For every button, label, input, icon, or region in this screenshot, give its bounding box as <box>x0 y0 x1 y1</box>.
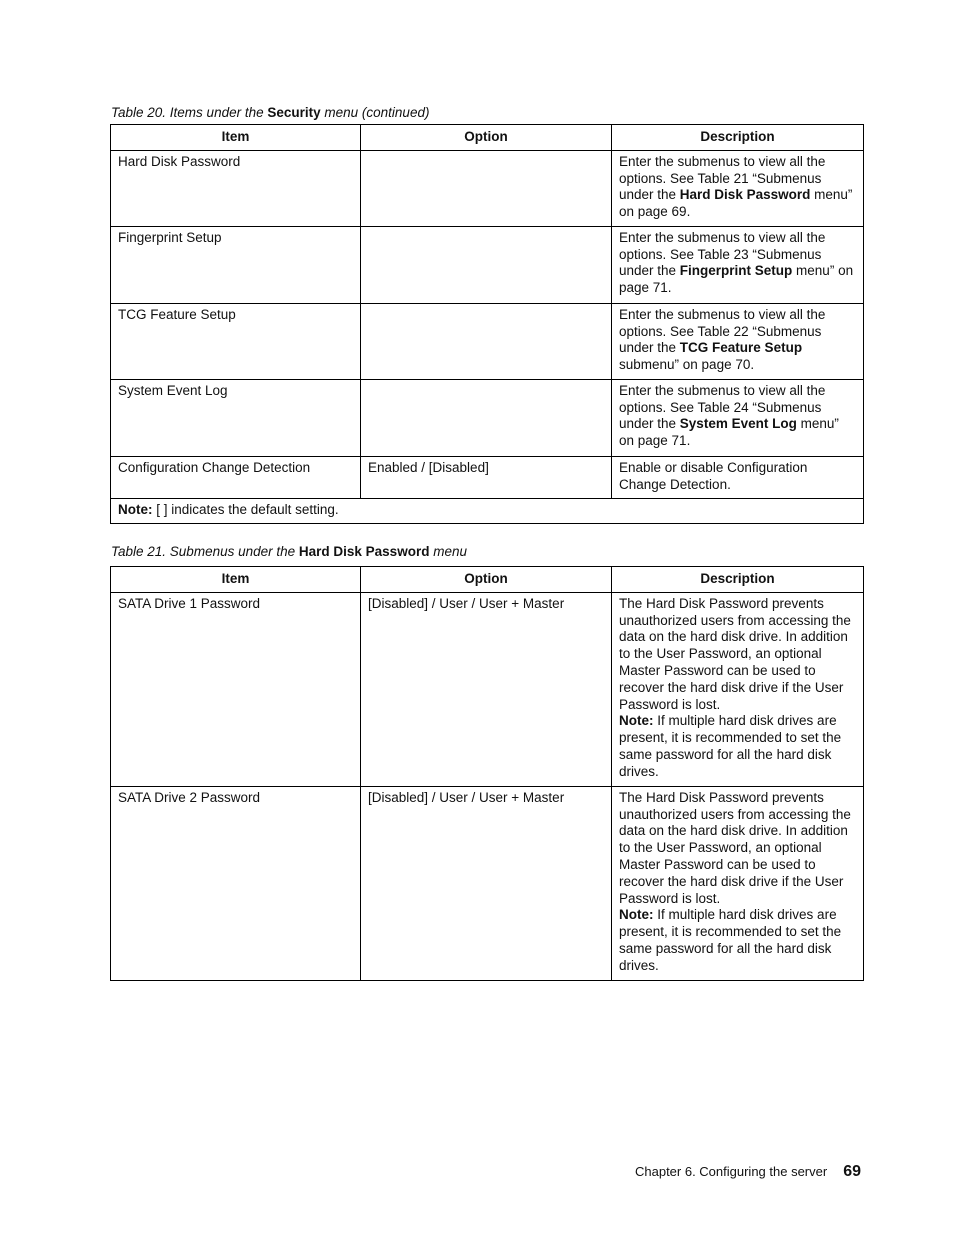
table-note <box>111 498 864 523</box>
column-header-item: Item <box>111 125 361 151</box>
table-row <box>111 303 864 379</box>
description-cell <box>612 786 864 980</box>
option-cell <box>361 150 612 226</box>
item-cell: Fingerprint Setup <box>111 226 361 303</box>
table-row <box>111 592 864 786</box>
page-number: 69 <box>843 1163 861 1180</box>
page-footer <box>635 1163 861 1181</box>
column-header-description: Description <box>612 125 864 151</box>
item-cell: Hard Disk Password <box>111 150 361 226</box>
menu-name: TCG Feature Setup <box>679 340 803 356</box>
description-text: menu” on page 71. <box>619 263 854 296</box>
item-cell: Configuration Change Detection <box>111 456 361 498</box>
description-cell <box>612 379 864 456</box>
table-row <box>111 226 864 303</box>
option-cell: Enabled / [Disabled] <box>361 456 612 498</box>
description-text: The Hard Disk Password prevents unauthorized users from accessing the data on the hard disk drive. In addition to the User Password, an optional Master Password can be used to recover the hard disk drive if the User Password is lost. <box>619 595 851 712</box>
description-text: Enter the submenus to view all the options. See Table 24 “Submenus under the <box>619 382 826 432</box>
option-cell <box>361 303 612 379</box>
description-text: menu” on page 69. <box>619 187 853 220</box>
description-cell <box>612 303 864 379</box>
description-cell <box>612 150 864 226</box>
column-header-description: Description <box>612 567 864 593</box>
item-cell: TCG Feature Setup <box>111 303 361 379</box>
table-21-hard-disk-password <box>110 566 864 981</box>
item-cell: SATA Drive 1 Password <box>111 592 361 786</box>
option-cell: [Disabled] / User / User + Master <box>361 786 612 980</box>
table-20-caption <box>111 105 429 121</box>
note-label: Note: <box>619 907 654 923</box>
description-text: Enter the submenus to view all the options. See Table 23 “Submenus under the <box>619 229 826 279</box>
caption-bold: Hard Disk Password <box>298 544 430 559</box>
caption-suffix: menu <box>429 544 467 559</box>
description-text: Enter the submenus to view all the options. See Table 22 “Submenus under the <box>619 306 826 356</box>
note-text: [ ] indicates the default setting. <box>152 501 339 517</box>
option-cell: [Disabled] / User / User + Master <box>361 592 612 786</box>
caption-suffix: menu (continued) <box>320 105 430 120</box>
table-row <box>111 150 864 226</box>
menu-name: System Event Log <box>679 416 797 432</box>
menu-name: Hard Disk Password <box>679 187 811 203</box>
column-header-option: Option <box>361 567 612 593</box>
table-20-security-menu <box>110 124 864 524</box>
menu-name: Fingerprint Setup <box>679 263 793 279</box>
option-cell <box>361 379 612 456</box>
description-text: menu” on page 71. <box>619 416 839 449</box>
table-row <box>111 786 864 980</box>
table-header-row <box>111 125 864 151</box>
table-row <box>111 456 864 498</box>
description-cell <box>612 592 864 786</box>
description-text: submenu” on page 70. <box>619 357 755 373</box>
chapter-title: Chapter 6. Configuring the server <box>634 1164 828 1179</box>
description-text: Enter the submenus to view all the options. See Table 21 “Submenus under the <box>619 153 826 203</box>
description-text: The Hard Disk Password prevents unauthorized users from accessing the data on the hard disk drive. In addition to the User Password, an optional Master Password can be used to recover the hard disk drive if the User Password is lost. <box>619 789 851 906</box>
note-label: Note: <box>619 713 654 729</box>
description-cell <box>612 226 864 303</box>
note-text: If multiple hard disk drives are present, it is recommended to set the same password for all the hard disk drives. <box>619 713 842 779</box>
item-cell: System Event Log <box>111 379 361 456</box>
note-label: Note: <box>118 501 153 517</box>
note-text: If multiple hard disk drives are present, it is recommended to set the same password for all the hard disk drives. <box>619 907 842 973</box>
item-cell: SATA Drive 2 Password <box>111 786 361 980</box>
column-header-option: Option <box>361 125 612 151</box>
caption-prefix: Table 20. Items under the <box>111 105 268 120</box>
column-header-item: Item <box>111 567 361 593</box>
caption-bold: Security <box>267 105 321 120</box>
caption-prefix: Table 21. Submenus under the <box>111 544 299 559</box>
table-21-caption <box>111 544 467 560</box>
table-row <box>111 379 864 456</box>
description-cell: Enable or disable Configuration Change Detection. <box>612 456 864 498</box>
table-note-row <box>111 498 864 523</box>
option-cell <box>361 226 612 303</box>
table-header-row <box>111 567 864 593</box>
